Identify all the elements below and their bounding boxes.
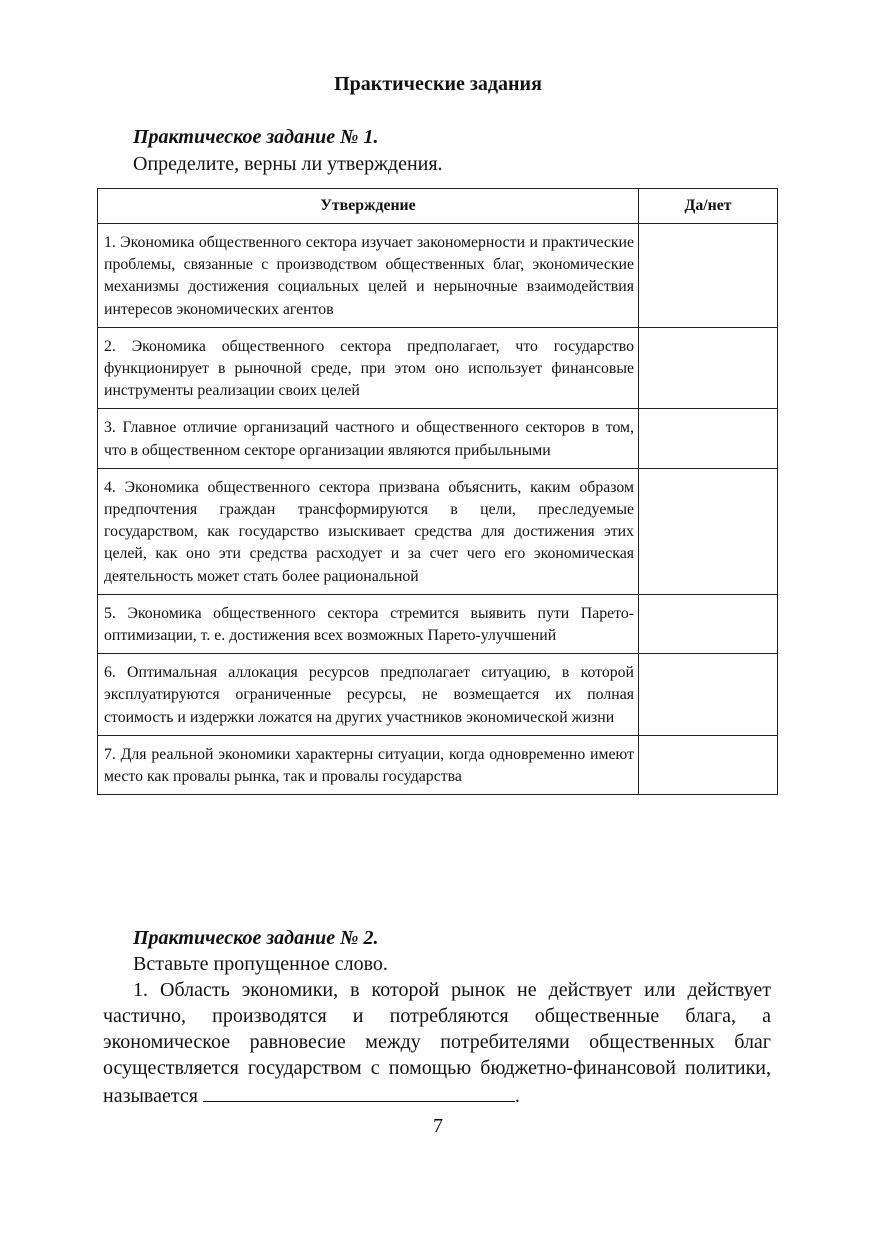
statement-cell: 5. Экономика общественного сектора стремится выявить пути Парето-оптимизации, т. е. достижения всех возможных Парето-улучшений	[98, 594, 639, 653]
statement-cell: 1. Экономика общественного сектора изучает закономерности и практические проблемы, связанные с производством общественных благ, экономические механизмы достижения социальных целей и нерыночные взаимодействия интересов экономических агентов	[98, 224, 639, 328]
statement-cell: 4. Экономика общественного сектора призвана объяснить, каким образом предпочтения граждан трансформируются в цели, преследуемые государством, как государство изыскивает средства для достижения этих целей, как оно эти средства расходует и за счет чего его экономическая деятельность может стать более рациональной	[98, 468, 639, 594]
answer-cell[interactable]	[639, 594, 778, 653]
task-2-item-1	[103, 977, 771, 1109]
table-row	[98, 409, 778, 468]
task-2-item-1-end: .	[514, 1085, 520, 1107]
answer-cell[interactable]	[639, 224, 778, 328]
task-2-heading: Практическое задание № 2.	[133, 927, 379, 949]
statement-cell: 6. Оптимальная аллокация ресурсов предполагает ситуацию, в которой эксплуатируются ограниченные ресурсы, не возмещается их полная стоимость и издержки ложатся на других участников экономической жизни	[98, 654, 639, 736]
task-2-instruction: Вставьте пропущенное слово.	[133, 953, 388, 975]
statements-body	[98, 224, 778, 795]
table-row	[98, 735, 778, 794]
answer-cell[interactable]	[639, 409, 778, 468]
table-row	[98, 224, 778, 328]
page-title: Практические задания	[334, 73, 542, 95]
answer-cell[interactable]	[639, 654, 778, 736]
header-statement: Утверждение	[98, 189, 639, 224]
task-1-heading: Практическое задание № 1.	[133, 126, 379, 148]
table-row	[98, 654, 778, 736]
answer-blank[interactable]	[203, 1081, 515, 1102]
table-header-row	[98, 189, 778, 224]
table-row	[98, 468, 778, 594]
statements-table	[97, 188, 778, 795]
header-yes-no: Да/нет	[639, 189, 778, 224]
table-row	[98, 594, 778, 653]
answer-cell[interactable]	[639, 327, 778, 409]
statement-cell: 3. Главное отличие организаций частного и общественного секторов в том, что в общественном секторе организации являются прибыльными	[98, 409, 639, 468]
task-1-instruction: Определите, верны ли утверждения.	[133, 153, 443, 175]
answer-cell[interactable]	[639, 468, 778, 594]
page-number: 7	[433, 1115, 443, 1137]
statement-cell: 7. Для реальной экономики характерны ситуации, когда одновременно имеют место как провалы рынка, так и провалы государства	[98, 735, 639, 794]
table-row	[98, 327, 778, 409]
statement-cell: 2. Экономика общественного сектора предполагает, что государство функционирует в рыночной среде, при этом оно использует финансовые инструменты реализации своих целей	[98, 327, 639, 409]
answer-cell[interactable]	[639, 735, 778, 794]
task-2-item-1-text: 1. Область экономики, в которой рынок не действует или действует частично, производятся и потребляются общественные блага, а экономическое равновесие между потребителями общественных благ осуществляется государством с помощью бюджетно-финансовой политики, называется	[103, 979, 771, 1107]
